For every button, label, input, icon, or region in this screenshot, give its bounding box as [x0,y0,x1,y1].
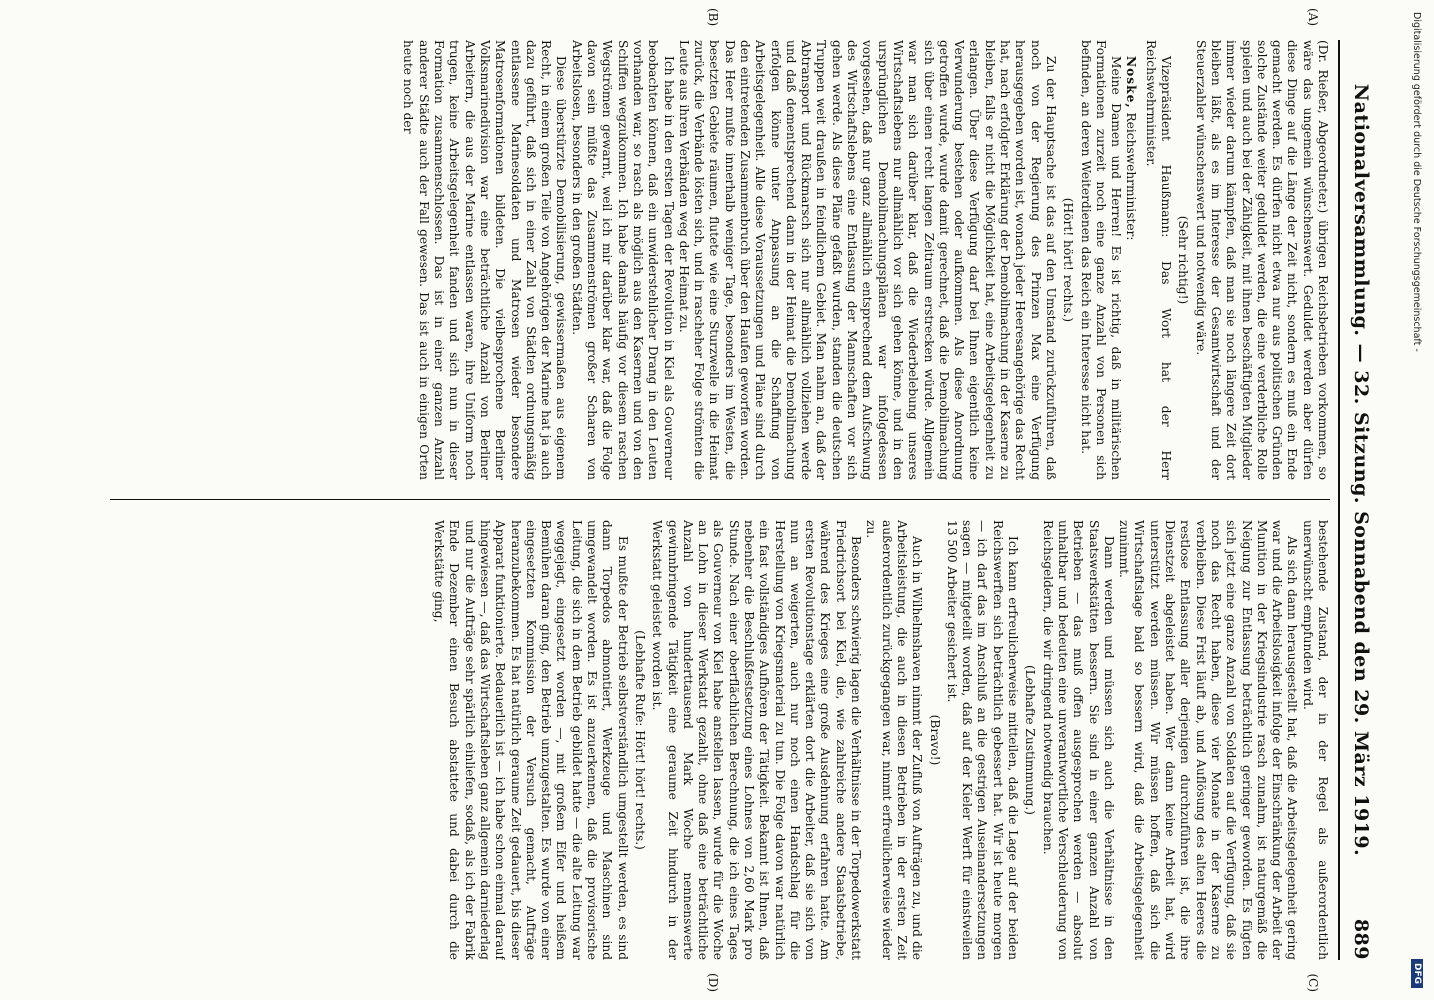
digitization-credit [1400,0,1434,1000]
digitization-credit-text: Digitalisierung gefördert durch die Deutsche Forschungsgemeinschaft - [1411,12,1423,352]
speaker-line [1123,40,1138,480]
interjection: (Lebhafte Rufe: Hört! hört! rechts.) [632,630,647,850]
paragraph: bestehende Zustand, der in der Regel als außerordentlich unerwünscht empfunden wird. [1300,520,1330,960]
margin-marker-a: (A) [1306,8,1320,27]
paragraph: Diese überstürzte Demobilisierung, gewissermaßen aus eigenem Recht, in einem großen Teile von Angehörigen der Marine hat ja auch dazu geführt, daß sich in einer Zahl von Städten ordnungsmäßig entlassene Marinesoldaten und Matrosen wieder besondere Matrosenformationen bildeten. Die vielbesprochene Berliner Volksmarinedivision war eine beträchtliche Anzahl von Berliner Arbeitern, die aus der Marine entlassen waren, ihre Uniform noch trugen, keine Arbeitsgelegenheit fanden und sich nun in dieser Formation zusammenschlossen. Das ist in einer ganzen Anzahl anderer Städte auch der Fall gewesen. Das ist auch in einigen Orten heute noch der [401,40,569,480]
paragraph: (Dr. Rießer, Abgeordneter.) übrigen Reichsbetrieben vorkommen, so wäre das ungemein wünschenswert. Geduldet werden aber dürfen diese Dinge auf die Länge der Zeit nicht, sondern es muß ein Ende gemacht werden. Es dürfen nicht etwa nur aus politischen Gründen solche Zustände weiter geduldet werden, die eine verderbliche Rolle spielen und auch bei der Zähigkeit, mit ihnen beschäftigten Mitglieder immer wieder darum kämpfen, daß man sie noch längere Zeit dort bleiben läßt, als es im Interesse der Gesamtwirtschaft und der Steuerzahler wünschenswert und notwendig wäre. [1193,40,1330,480]
interjection: (Hört! hört! rechts.) [1061,197,1076,323]
page-content [80,0,1400,1000]
page-title: Nationalversammlung. — 32. Sitzung. Sonnabend den 29. März 1919. [1350,83,1372,857]
interjection: (Sehr richtig!) [1176,215,1191,305]
margin-marker-d: (D) [706,973,720,992]
paragraph: Vizepräsident Haußmann: Das Wort hat der Herr Reichswehrminister. [1143,40,1174,480]
page-header [1344,40,1378,960]
column-separator [110,499,1330,500]
header-rule [1338,40,1340,960]
paragraph: Besonders schwierig lagen die Verhältnisse in der Torpedowerkstatt Friedrichsort bei Kiel, die, wie zahlreiche andere Staatsbetriebe, während des Krieges eine große Ausdehnung erfahren hatte. Am ersten Revolutionstage erklärten dort die Arbeiter, daß sie sich von nun an weigerten, auch nur noch einen Handschlag für die Herstellung von Kriegsmaterial zu tun. Die Folge davon war natürlich ein fast vollständiges Aufhören der Tätigkeit. Bekannt ist Ihnen, daß nebenher die Beschlußfestsetzung eines Lohnes von 2,60 Mark pro Stunde. Nach einer oberflächlichen Berechnung, die ich eines Tages als Gouverneur von Kiel habe anstellen lassen, wurde für die Woche an Lohn in dieser Werkstatt gezahlt, ohne daß eine beträchtliche Anzahl von hunderttausend Mark Woche nennenswerte gewinnbringende Tätigkeit eine geraume Zeit hindurch in der Werkstatt geleistet worden ist. [650,520,864,960]
right-text-column [110,520,1330,960]
paragraph: Ich kann erfreulicherweise mitteilen, daß die Lage auf der beiden Reichswerften sich beträchtlich gebessert hat. Wir ist heute morgen — ich darf das im Anschluß an die gestrigen Auseinandersetzungen sagen — mitgeteilt worden, daß auf der Kieler Werft für einstweilen 13 500 Arbeiter gesichert ist. [944,520,1021,960]
paragraph: Zu der Hauptsache ist das auf den Umstand zurückzuführen, daß noch von der Regierung des Prinzen Max eine Verfügung herausgegeben worden ist, wonach jeder Heeresangehörige das Recht hat, nach erfolgter Erklärung der Demobilmachung in der Kaserne zu bleiben, falls er nicht die Möglichkeit hat, eine Arbeitsgelegenheit zu erlangen. Über diese Verfügung darf bei Ihnen eigentlich keine Verwunderung bestehen oder aufkommen. Als diese Anordnung getroffen wurde, wurde damit gerechnet, daß die Demobilmachung sich über einen recht langen Zeitraum erstrecken würde. Allgemein war man sich darüber klar, daß die Wiederbelebung unseres Wirtschaftslebens nur allmählich vor sich gehen könne, und in den ursprünglichen Demobilmachungsplänen war infolgedessen vorgesehen, daß nur ganz allmählich entsprechend dem Aufschwung des Wirtschaftslebens eine Entlassung der Mannschaften vor sich gehen werde. Als diese Pläne gefaßt wurden, standen die deutschen Truppen weit draußen in feindlichem Gebiet. Man nahm an, daß der Abtransport und Rückmarsch sich nur allmählich vollziehen werde und daß dementsprechend dann in der Heimat die Demobilmachung erfolgen könne unter Anpassung an die Schaffung von Arbeitsgelegenheit. Alle diese Voraussetzungen und Pläne sind durch den eintretenden Zusammenbruch über den Haufen geworfen worden. Das Heer mußte innerhalb weniger Tage, besonders im Westen, die besetzten Gebiete räumen, flutete wie eine Sturzwelle in die Heimat zurück, die Verbände lösten sich, und in rascheher Folge strömten die Leute aus ihren Verbänden weg der Heimat zu. [676,40,1058,480]
paragraph: Ich habe in den ersten Tagen der Revolution in Kiel als Gouverneur beobachten können, daß ein unwiderstehlicher Drang in den Leuten vorhanden war, so rasch als möglich aus den Kasernen und von den Schiffen wegzukommen. Ich habe damals häufig vor diesem raschen Wegströmen gewarnt, weil ich mir darüber klar war, daß die Folge davon sein müßte das Zusammenströmen großer Scharen von Arbeitslosen, besonders in den großen Städten. [569,40,676,480]
page-number: 889 [1350,918,1372,960]
dfg-logo: DFG [1411,959,1423,988]
left-text-column [110,40,1330,480]
speaker-name: Noske, [1124,56,1139,109]
paragraph: Meine Damen und Herren! Es ist richtig, daß in militärischen Formationen zurzeit noch eine ganze Anzahl von Personen sich befinden, an deren Weiterdienen das Reich ein Interesse nicht hat. [1078,40,1124,480]
paragraph: Dann werden und müssen sich auch die Verhältnisse in den Staatswerkstätten bessern. Sie sind in einer ganzen Anzahl von Betrieben — das muß offen ausgesprochen werden — absolut unhaltbar und bedeuten eine unverantwortliche Verschleuderung von Reichsgeldern, die wir dringend notwendig brauchen. [1040,520,1116,960]
paragraph: Als sich dann herausgestellt hat, daß die Arbeitsgelegenheit gering war und die Arbeitslosigkeit infolge der Einschränkung der Arbeit der Munition in der Kriegsindustrie rasch zunahm, ist naturgemäß die Neigung zur Entlassung beträchtlich geringer geworden. Es fügten sich jetzt eine ganze Anzahl von Soldaten auf die Verfügung, daß sie noch das Recht haben, diese vier Monate in der Kaserne zu verbleiben. Diese Frist läuft ab, und Auflösung des alten Heeres die restlose Entlassung aller derjenigen durchzuführen ist, die ihre Dienstzeit abgeleistet haben. Wer dann keine Arbeit hat, wird unterstützt werden müssen. Wir müssen hoffen, daß sich die Wirtschaftslage bald so bessern wird, daß die Arbeitsgelegenheit zunimmt. [1117,520,1300,960]
rotated-newspaper-page [80,0,1400,1000]
digitization-credit-label [1400,0,1434,1000]
margin-marker-c: (C) [1306,973,1320,992]
paragraph: Auch in Wilhelmshaven nimmt der Zufluß von Aufträgen zu, und die Arbeitsleistung, die auch in diesen Betrieben in der ersten Zeit außerordentlich zurückgegangen war, nimmt erfreulicherweise wieder zu. [864,520,925,960]
interjection: (Bravo!) [927,714,942,766]
paragraph: Es mußte der Betrieb selbstverständlich umgestellt werden, es sind dann Torpedos abmontiert, Werkzeuge und Maschinen sind umgewandelt worden. Es ist anzuerkennen, daß die provisorische Leitung, die sich in dem Betrieb gebildet hatte — die alte Leitung war weggejagt, eingesetzt worden —, mit großem Eifer und heißem Bemühen daran ging, den Betrieb umzugestalten. Es wurde von einer eingesetzten Kommission der Versuch gemacht, Aufträge heranzubekommen. Es hat natürlich geraume Zeit gedauert, bis dieser Apparat funktionierte. Bedauerlich ist — ich habe schon einmal darauf hingewiesen —, daß das Wirtschaftsleben ganz allgemein darniederlag und nur die Aufträge sehr spärlich einliefen, sodaß, als ich der Fabrik Ende Dezember einen Besuch abstattete und dabei durch die Werkstätte ging, [432,520,630,960]
speaker-role: Reichswehrminister: [1124,112,1139,241]
margin-marker-b: (B) [706,8,720,27]
interjection: (Lebhafte Zustimmung.) [1023,664,1038,816]
